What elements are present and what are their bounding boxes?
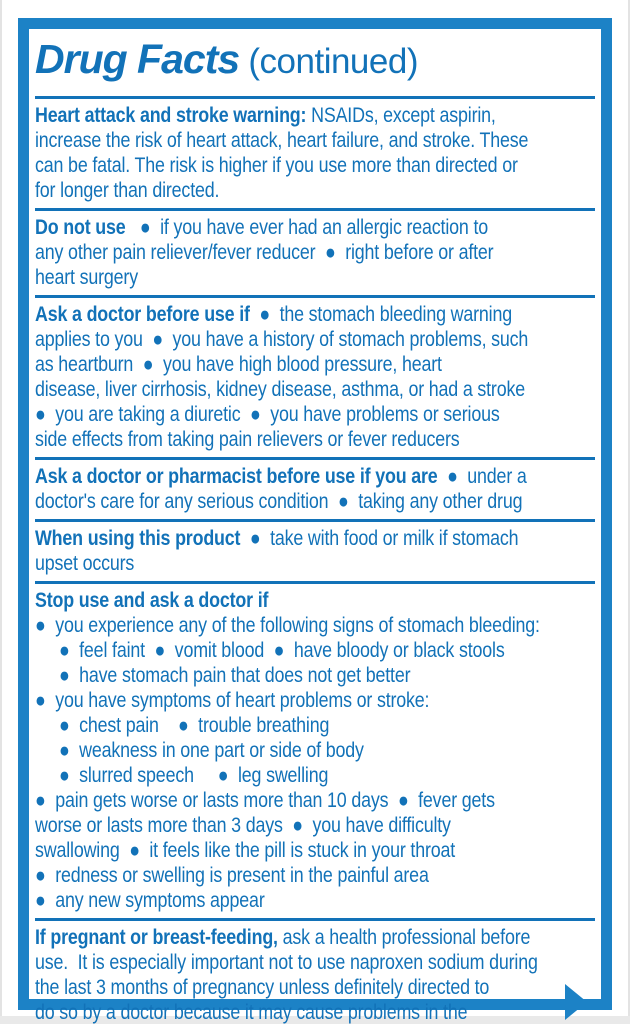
section-text: ● slurred speech ● leg swelling [35,764,329,787]
text-line [35,688,511,713]
section-text: increase the risk of heart attack, heart failure, and stroke. These [35,129,529,152]
text-line [35,950,538,975]
text-line [35,215,511,240]
section-text: ● if you have ever had an allergic reaction to [125,216,488,239]
continuation-arrow-icon [565,984,587,1020]
section-text: any other pain reliever/fever reducer ● right before or after [35,241,494,264]
section-divider [35,918,595,921]
text-line [35,763,511,788]
text-line [35,813,511,838]
section-ask-doctor-before-use [35,300,595,455]
section-text: the last 3 months of pregnancy unless definitely directed to [35,976,490,999]
section-text: ● you are taking a diuretic ● you have problems or serious [35,403,500,426]
section-text: disease, liver cirrhosis, kidney disease, asthma, or had a stroke [35,378,525,401]
section-text: ● chest pain ● trouble breathing [35,714,330,737]
section-text: ● you have symptoms of heart problems or stroke: [35,689,430,712]
section-heading: Heart attack and stroke warning: [35,104,307,127]
section-text: ● weakness in one part or side of body [35,739,364,762]
section-divider [35,519,595,522]
title-line [35,35,595,93]
section-text: applies to you ● you have a history of stomach problems, such [35,328,529,351]
section-text: worse or lasts more than 3 days ● you have difficulty [35,814,451,837]
text-line [35,178,511,203]
section-text: ● feel faint ● vomit blood ● have bloody or black stools [35,639,505,662]
text-line [35,526,519,551]
section-text: ● redness or swelling is present in the painful area [35,864,429,887]
text-line [35,713,511,738]
section-heading: Do not use [35,216,126,239]
section-if-pregnant-or-breast-feeding [35,923,595,1028]
section-stop-use-and-ask-doctor [35,586,595,916]
section-heading: Ask a doctor or pharmacist before use if you are [35,465,438,488]
text-line [35,153,518,178]
section-text: do so by a doctor because it may cause problems in the [35,1001,468,1024]
text-line [35,888,511,913]
section-text: ● the stomach bleeding warning [249,303,512,326]
section-do-not-use [35,213,595,293]
text-line [35,738,511,763]
section-text: ● you experience any of the following signs of stomach bleeding: [35,614,540,637]
section-text: upset occurs [35,552,135,575]
section-text: doctor's care for any serious condition ● taking any other drug [35,490,523,513]
section-text: as heartburn ● you have high blood pressure, heart [35,353,442,376]
text-line [35,427,511,452]
text-line [35,788,511,813]
section-ask-doctor-or-pharmacist [35,462,595,517]
drug-facts-panel [18,18,612,1024]
text-line [35,352,511,377]
text-line [35,1000,511,1025]
text-line [35,588,511,613]
text-line [35,302,511,327]
text-line [35,464,527,489]
section-divider [35,581,595,584]
text-line [35,863,511,888]
section-text: ● pain gets worse or lasts more than 10 days ● fever gets [35,789,495,812]
text-line [35,975,511,1000]
text-line [35,925,531,950]
text-line [35,128,529,153]
section-text: ● take with food or milk if stomach [240,527,519,550]
section-text: swallowing ● it feels like the pill is stuck in your throat [35,839,456,862]
drug-facts-title [35,33,595,93]
text-line [35,402,511,427]
section-heart-attack-stroke-warning [35,101,595,206]
text-line [35,377,525,402]
text-line [35,838,511,863]
section-text: heart surgery [35,266,138,289]
text-line [35,613,540,638]
section-text: ask a health professional before [277,926,531,949]
section-heading: Ask a doctor before use if [35,303,250,326]
text-line [35,489,523,514]
text-line [35,663,511,688]
photo-edge [0,0,2,1024]
section-when-using-this-product [35,524,595,579]
text-line [35,103,511,128]
text-line [35,240,511,265]
title-continued: (continued) [239,42,418,81]
section-text: ● any new symptoms appear [35,889,265,912]
drug-facts-wordmark: Drug Facts [35,36,240,82]
text-line [35,638,511,663]
section-text: ● under a [437,465,527,488]
section-heading: Stop use and ask a doctor if [35,589,269,612]
section-text: side effects from taking pain relievers or fever reducers [35,428,460,451]
section-divider [35,295,595,298]
section-heading: When using this product [35,527,241,550]
section-text: ● have stomach pain that does not get better [35,664,411,687]
section-heading: If pregnant or breast-feeding, [35,926,278,949]
label-sections [35,101,595,1028]
section-text: can be fatal. The risk is higher if you use more than directed or [35,154,518,177]
text-line [35,265,511,290]
section-divider [35,208,595,211]
section-text: NSAIDs, except aspirin, [306,104,496,127]
text-line [35,551,511,576]
title-divider [35,96,595,99]
section-text: use. It is especially important not to use naproxen sodium during [35,951,538,974]
section-text: for longer than directed. [35,179,220,202]
text-line [35,327,529,352]
section-divider [35,457,595,460]
